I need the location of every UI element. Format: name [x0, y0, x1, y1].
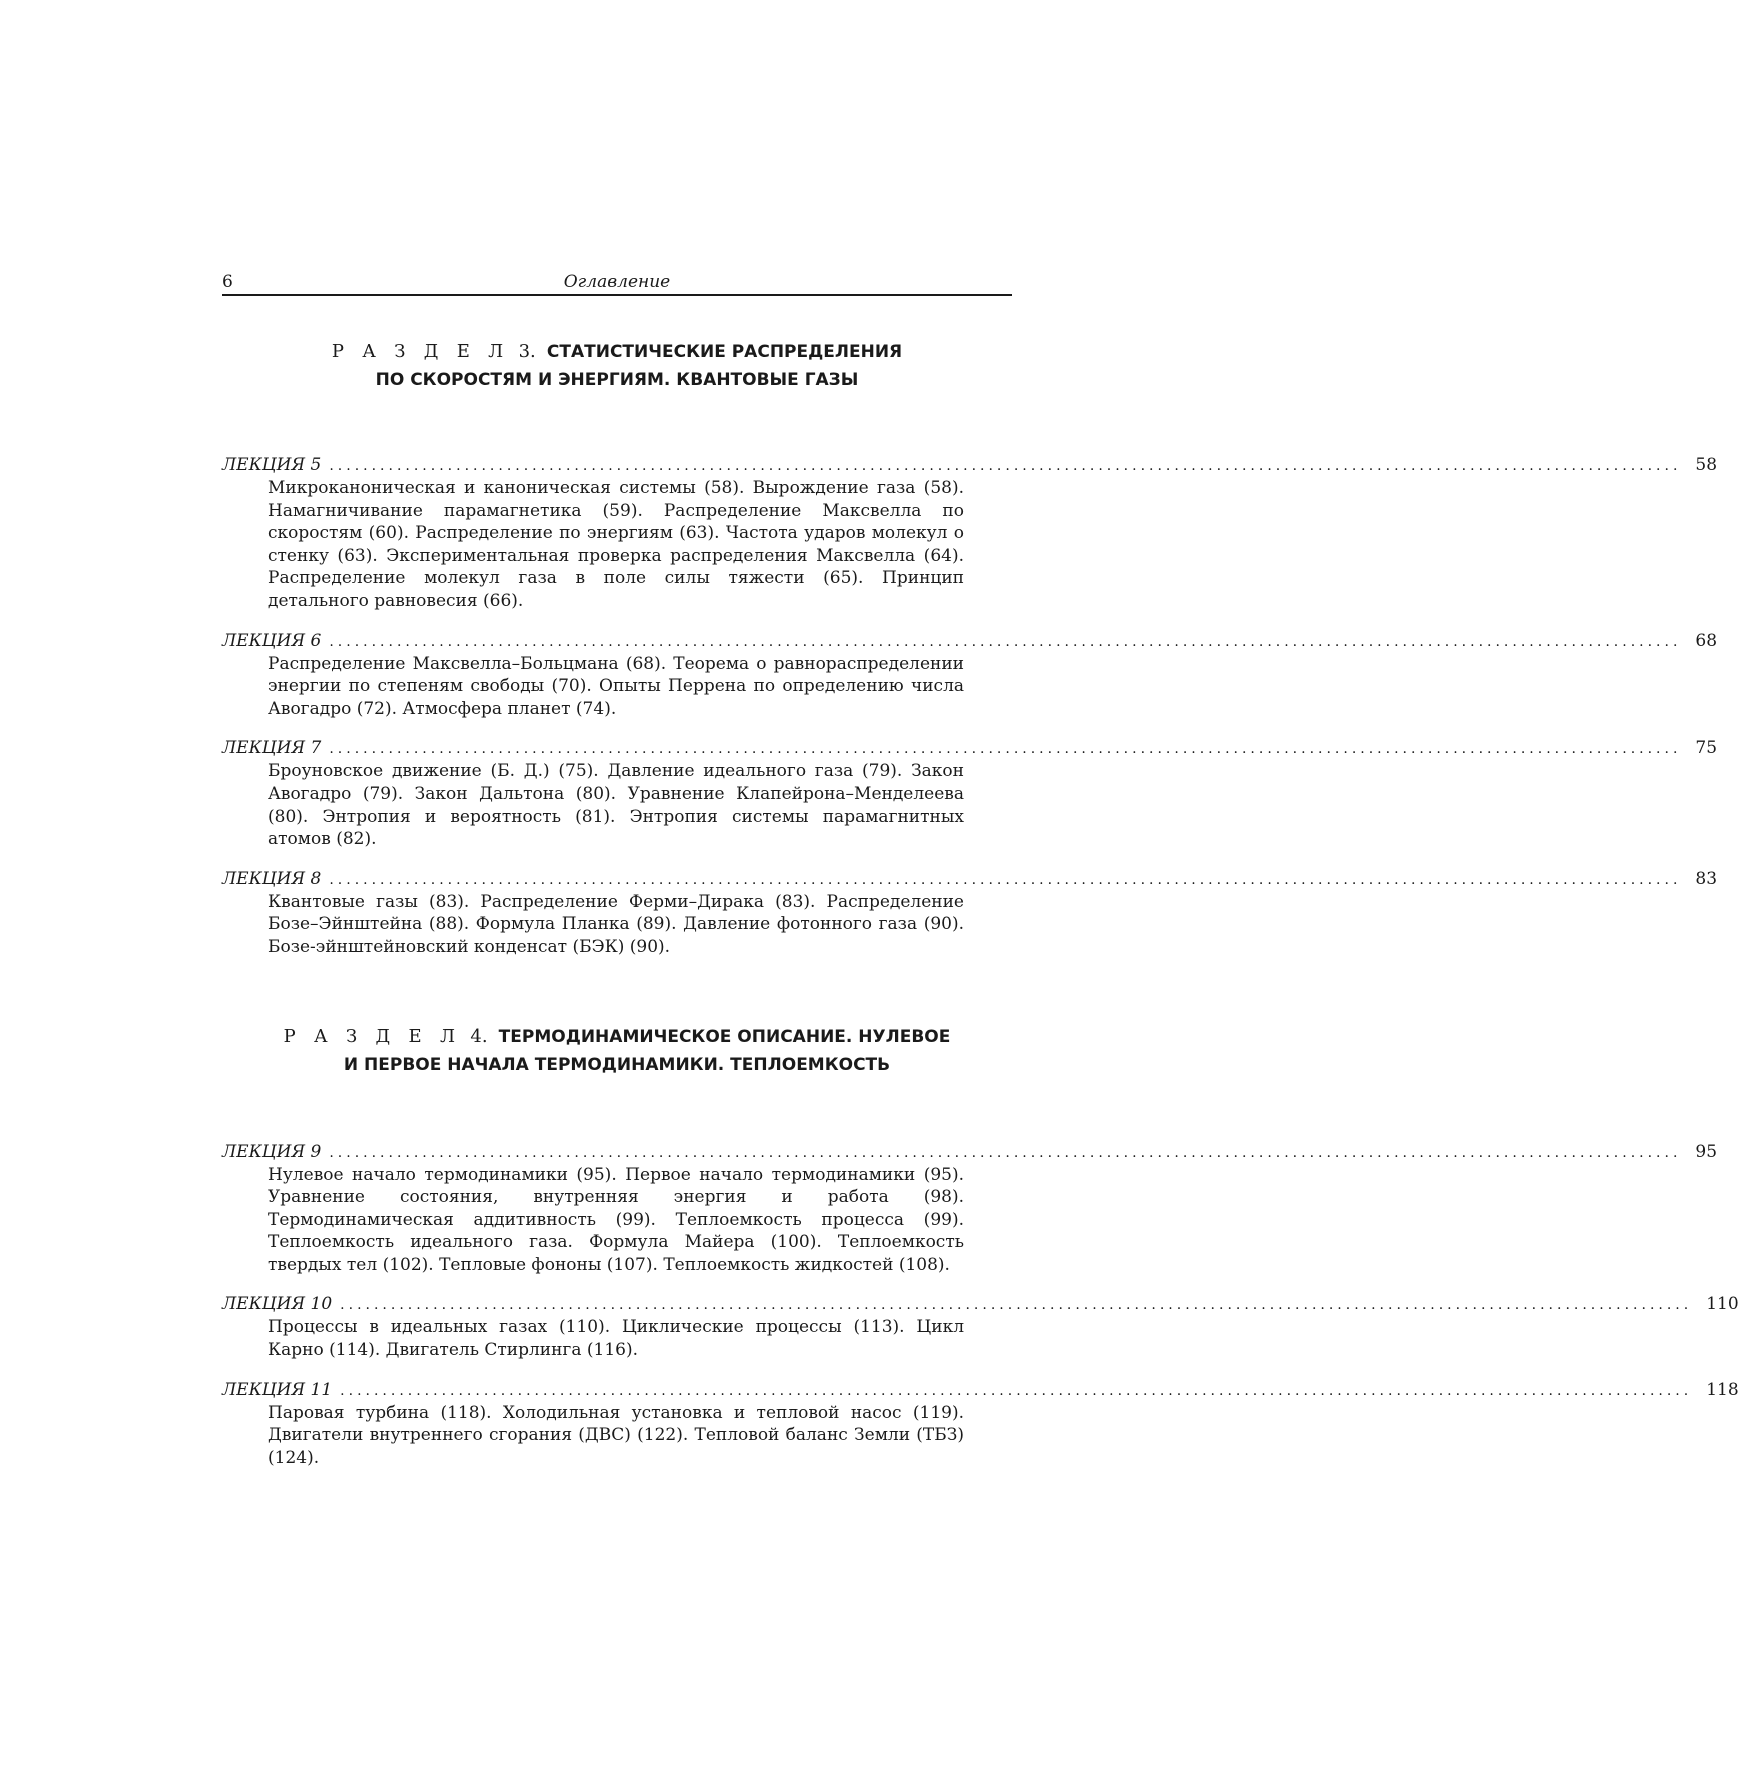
lecture-contents: Квантовые газы (83). Распределение Ферми–Дирака (83). Распределение Бозе–Эйнштейна (88). Формула Планка (89). Давление фотонного газа (90). Бозе-эйнштейновский конденсат (БЭК) (90). — [268, 891, 964, 957]
dot-leader: ................................................................................................................................................................ — [340, 1382, 1693, 1399]
toc-page — [222, 268, 1739, 1486]
lecture-contents: Процессы в идеальных газах (110). Циклические процессы (113). Цикл Карно (114). Двигатель Стирлинга (116). — [268, 1317, 964, 1361]
section-title-line2: И ПЕРВОЕ НАЧАЛА ТЕРМОДИНАМИКИ. ТЕПЛОЕМКОСТЬ — [343, 1054, 891, 1075]
section-label: Р А З Д Е Л — [283, 1025, 462, 1047]
dot-leader: ................................................................................................................................................................ — [329, 458, 1682, 474]
toc-entry — [222, 868, 1718, 959]
lecture-title: ЛЕКЦИЯ 8 — [222, 868, 322, 889]
toc-entry — [222, 1379, 1739, 1470]
section-number: 3. — [518, 341, 536, 362]
lecture-contents: Броуновское движение (Б. Д.) (75). Давление идеального газа (79). Закон Авогадро (79). Закон Дальтона (80). Уравнение Клапейрона–Менделеева (80). Энтропия и вероятность (81). Энтропия системы парамагнитных атомов (82). — [268, 761, 964, 850]
toc-entry — [222, 1141, 1718, 1277]
dot-leader: ................................................................................................................................................................ — [329, 871, 1682, 888]
lecture-title: ЛЕКЦИЯ 6 — [222, 630, 322, 651]
lecture-page: 95 — [1695, 1141, 1718, 1162]
lecture-contents: Микроканоническая и каноническая системы (58). Вырождение газа (58). Намагничивание парамагнетика (59). Распределение Максвелла по скоростям (60). Распределение по энергиям (63). Частота ударов молекул о стенку (63). Экспериментальная проверка распределения Максвелла (64). Распределение молекул газа в поле силы тяжести (65). Принцип детального равновесия (66). — [268, 478, 964, 611]
lecture-title: ЛЕКЦИЯ 5 — [222, 455, 322, 475]
dot-leader: ................................................................................................................................................................ — [329, 633, 1682, 650]
section-3-heading — [222, 338, 1012, 394]
toc-entry — [222, 1293, 1739, 1361]
section-label: Р А З Д Е Л — [331, 341, 510, 362]
lecture-title: ЛЕКЦИЯ 7 — [222, 738, 322, 759]
lecture-page: 68 — [1695, 630, 1718, 651]
lecture-title: ЛЕКЦИЯ 11 — [222, 1379, 333, 1400]
lecture-page: 83 — [1695, 868, 1718, 889]
dot-leader: ................................................................................................................................................................ — [329, 741, 1682, 758]
section-number: 4. — [470, 1025, 488, 1047]
lecture-contents: Паровая турбина (118). Холодильная установка и тепловой насос (119). Двигатели внутреннего сгорания (ДВС) (122). Тепловой баланс Земли (ТБЗ) (124). — [268, 1402, 964, 1468]
toc-entry — [222, 454, 1718, 613]
running-header — [222, 268, 1012, 296]
dot-leader: ................................................................................................................................................................ — [329, 1144, 1682, 1161]
section-4-lectures — [222, 1141, 1739, 1470]
section-3-lectures — [222, 454, 1718, 959]
lecture-title: ЛЕКЦИЯ 9 — [222, 1141, 322, 1162]
page-number: 6 — [222, 272, 233, 292]
section-4-heading — [222, 1023, 1012, 1079]
lecture-page: 118 — [1706, 1379, 1739, 1400]
section-title-line1: СТАТИСТИЧЕСКИЕ РАСПРЕДЕЛЕНИЯ — [546, 342, 903, 362]
lecture-page: 58 — [1695, 455, 1718, 475]
toc-entry — [222, 630, 1718, 721]
section-title-line1: ТЕРМОДИНАМИЧЕСКОЕ ОПИСАНИЕ. НУЛЕВОЕ — [498, 1026, 951, 1047]
dot-leader: ................................................................................................................................................................ — [340, 1297, 1693, 1314]
lecture-page: 110 — [1706, 1294, 1739, 1315]
lecture-contents: Нулевое начало термодинамики (95). Первое начало термодинамики (95). Уравнение состояния, внутренняя энергия и работа (98). Термодинамическая аддитивность (99). Теплоемкость процесса (99). Теплоемкость идеального газа. Формула Майера (100). Теплоемкость твердых тел (102). Тепловые фононы (107). Теплоемкость жидкостей (108). — [268, 1164, 964, 1275]
lecture-title: ЛЕКЦИЯ 10 — [222, 1294, 333, 1315]
section-title-line2: ПО СКОРОСТЯМ И ЭНЕРГИЯМ. КВАНТОВЫЕ ГАЗЫ — [375, 370, 859, 390]
toc-entry — [222, 737, 1718, 850]
lecture-page: 75 — [1695, 738, 1718, 759]
running-title: Оглавление — [563, 272, 671, 292]
lecture-contents: Распределение Максвелла–Больцмана (68). Теорема о равнораспределении энергии по степеням свободы (70). Опыты Перрена по определению числа Авогадро (72). Атмосфера планет (74). — [268, 653, 964, 719]
